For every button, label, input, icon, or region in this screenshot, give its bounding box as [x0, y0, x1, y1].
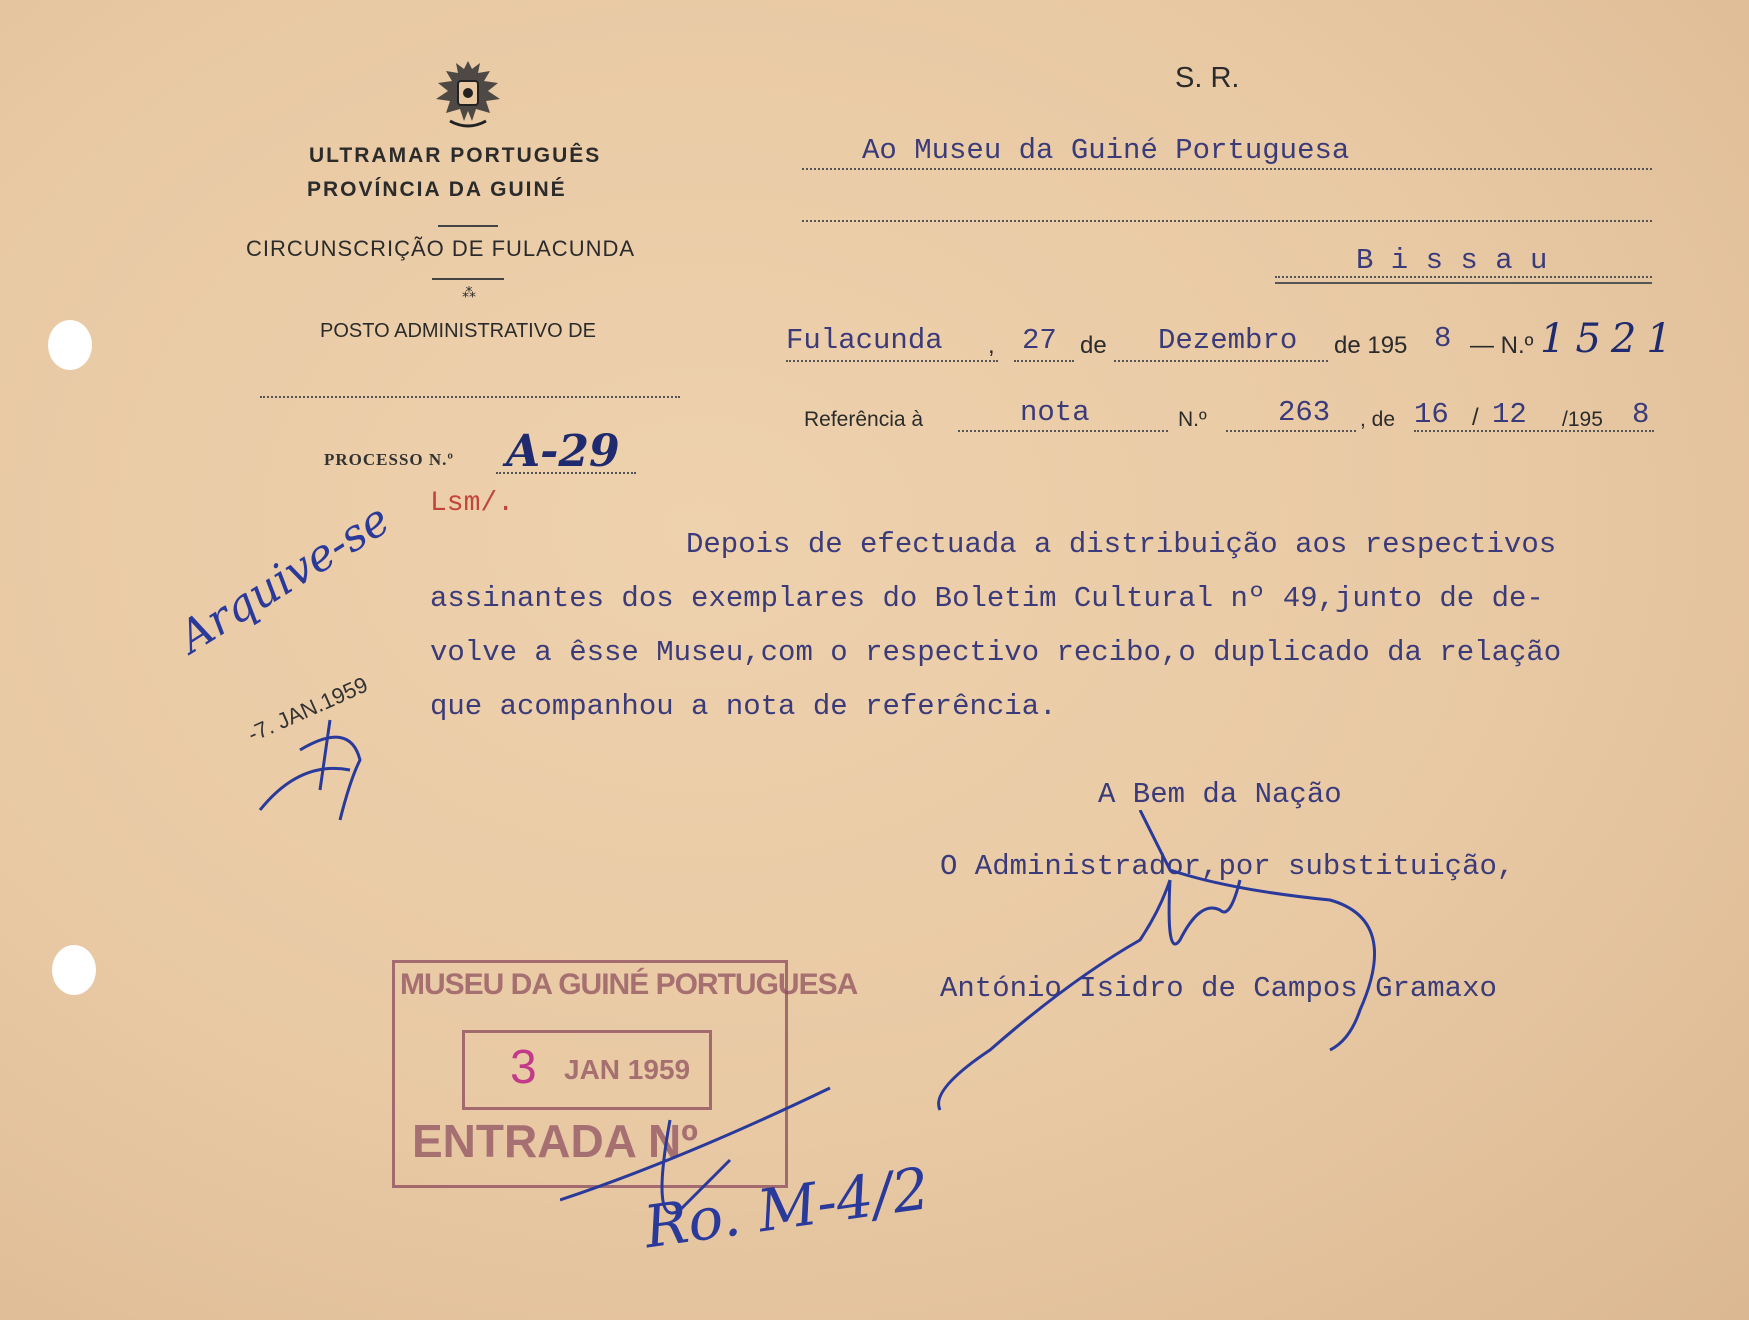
- reference-line-number: [1226, 430, 1356, 432]
- archive-initials: [240, 700, 400, 830]
- posto-blank-line: [260, 396, 680, 398]
- processo-label: PROCESSO N.º: [324, 450, 455, 469]
- dateline-number-label: — N.º: [1470, 332, 1534, 359]
- closing-line-2: O Administrador,por substituição,: [940, 850, 1515, 883]
- reference-month: 12: [1492, 398, 1527, 431]
- processo-initials: Lsm/.: [430, 488, 515, 519]
- body-line-4: que acompanhou a nota de referência.: [430, 690, 1057, 723]
- dateline-month: Dezembro: [1158, 324, 1298, 357]
- dateline-line-month: [1114, 360, 1328, 362]
- reference-n-label: N.º: [1178, 408, 1207, 431]
- recipient-line-3: [1275, 276, 1652, 278]
- reference-de-label: , de: [1360, 408, 1396, 431]
- archive-note: Arquive-se: [170, 493, 399, 664]
- body-line-1: Depois de efectuada a distribuição aos respectivos: [686, 528, 1557, 561]
- administrator-signature: [930, 810, 1490, 1120]
- reference-slash: /: [1472, 404, 1479, 431]
- closing-line-1: A Bem da Nação: [1098, 778, 1342, 811]
- reference-number: 263: [1278, 396, 1331, 429]
- dateline-year-digit: 8: [1434, 322, 1452, 355]
- closing-signatory: António Isidro de Campos Gramaxo: [940, 972, 1497, 1005]
- header-divider-1: [438, 225, 498, 227]
- processo-line: [496, 472, 636, 474]
- header-line-2: PROVÍNCIA DA GUINÉ: [307, 178, 567, 201]
- header-line-4: POSTO ADMINISTRATIVO DE: [320, 320, 596, 342]
- dateline-line-place: [786, 360, 998, 362]
- bottom-note: Ro. M-4/2: [640, 1154, 934, 1262]
- reference-day: 16: [1414, 398, 1449, 431]
- header-line-3: CIRCUNSCRIÇÃO DE FULACUNDA: [246, 236, 636, 261]
- reference-year-prefix: /195: [1562, 408, 1603, 431]
- header-line-1: ULTRAMAR PORTUGUÊS: [309, 144, 602, 167]
- header-divider-2: [432, 278, 504, 280]
- punch-hole-top: [48, 320, 92, 370]
- stamp-month-year: JAN 1959: [564, 1054, 691, 1085]
- recipient-line-2: [802, 220, 1652, 222]
- processo-value: A-29: [506, 426, 620, 477]
- recipient-name: Ao Museu da Guiné Portuguesa: [862, 134, 1350, 167]
- stamp-entry-label: ENTRADA Nº: [412, 1115, 698, 1167]
- punch-hole-bottom: [52, 945, 96, 995]
- dateline-place: Fulacunda: [786, 324, 943, 357]
- dateline-number: 1521: [1540, 316, 1682, 362]
- dateline-de-1: de: [1080, 332, 1107, 359]
- archive-date-stamp: -7. JAN.1959: [244, 671, 372, 747]
- reference-label: Referência à: [804, 408, 924, 431]
- dateline-day: 27: [1022, 324, 1057, 357]
- recipient-city: B i s s a u: [1356, 244, 1548, 277]
- dateline-line-day: [1014, 360, 1074, 362]
- header-ornament: ⁂: [462, 284, 476, 300]
- recipient-line-1: [802, 168, 1652, 170]
- stamp-day: 3: [510, 1041, 537, 1094]
- reference-line-type: [958, 430, 1168, 432]
- dateline-de-2: de 195: [1334, 332, 1408, 359]
- coat-of-arms-icon: [420, 55, 516, 133]
- salutation: S. R.: [1175, 62, 1240, 94]
- reference-type: nota: [1020, 396, 1090, 429]
- reference-line-date: [1414, 430, 1654, 432]
- reference-year-digit: 8: [1632, 398, 1650, 431]
- stamp-title: MUSEU DA GUINÉ PORTUGUESA: [400, 968, 858, 1001]
- body-line-2: assinantes dos exemplares do Boletim Cultural nº 49,junto de de-: [430, 582, 1544, 615]
- body-line-3: volve a êsse Museu,com o respectivo recibo,o duplicado da relação: [430, 636, 1562, 669]
- dateline-comma: ,: [988, 332, 995, 359]
- recipient-underline: [1275, 282, 1652, 284]
